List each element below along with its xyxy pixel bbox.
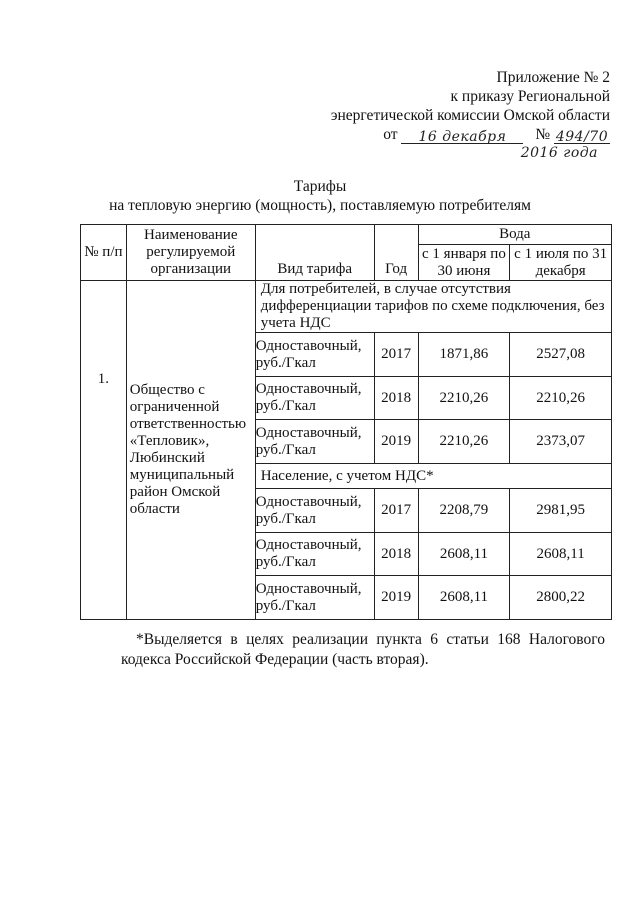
title-subtitle: на тепловую энергию (мощность), поставляемую потребителям [109, 197, 531, 214]
value-second-half: 2373,07 [510, 420, 612, 464]
value-second-half: 2608,11 [510, 533, 612, 576]
value-first-half: 2208,79 [418, 489, 510, 533]
number-field [554, 127, 610, 144]
header-water: Вода [418, 225, 611, 245]
value-first-half: 2608,11 [418, 533, 510, 576]
value-second-half: 2981,95 [510, 489, 612, 533]
value-first-half: 2210,26 [418, 377, 510, 420]
year-cell: 2019 [374, 420, 418, 464]
number-sign: № [535, 126, 551, 143]
handwritten-date: 16 декабря [418, 129, 507, 145]
document-title [0, 177, 640, 215]
tariff-type-cell: Одноставочный, руб./Гкал [255, 533, 374, 576]
appendix-label: Приложение № 2 [496, 69, 610, 86]
footnote [121, 630, 605, 670]
header-year: Год [374, 225, 418, 281]
tariff-type-cell: Одноставочный, руб./Гкал [255, 489, 374, 533]
handwritten-number: 494/70 [555, 129, 609, 145]
table-header-row [81, 225, 612, 245]
value-second-half: 2527,08 [510, 333, 612, 377]
year-cell: 2019 [374, 576, 418, 620]
year-cell: 2017 [374, 489, 418, 533]
tariff-type-cell: Одноставочный, руб./Гкал [255, 333, 374, 377]
year-cell: 2017 [374, 333, 418, 377]
tariff-type-cell: Одноставочный, руб./Гкал [255, 576, 374, 620]
handwritten-year: 2016 года [520, 145, 598, 161]
tariff-table [80, 224, 612, 620]
tariff-type-cell: Одноставочный, руб./Гкал [255, 377, 374, 420]
order-header [331, 68, 610, 163]
title-main: Тарифы [293, 178, 347, 195]
header-tariff-type: Вид тарифа [255, 225, 374, 281]
value-first-half: 1871,86 [418, 333, 510, 377]
organization-name: Общество с ограниченной ответственностью «Тепловик», Любинский муниципальный район Омской области [126, 281, 255, 620]
date-field [401, 127, 523, 144]
footnote-text: *Выделяется в целях реализации пункта 6 статьи 168 Налогового кодекса Российской Федерации (часть вторая). [121, 631, 605, 668]
year-cell: 2018 [374, 377, 418, 420]
date-prefix: от [383, 126, 398, 143]
commission-name: энергетической комиссии Омской области [330, 107, 610, 124]
header-period-first-half: с 1 января по 30 июня [418, 245, 510, 281]
order-reference: к приказу Региональной [450, 88, 610, 105]
year-cell: 2018 [374, 533, 418, 576]
value-first-half: 2210,26 [418, 420, 510, 464]
row-number: 1. [81, 281, 127, 620]
value-second-half: 2800,22 [510, 576, 612, 620]
value-first-half: 2608,11 [418, 576, 510, 620]
section-row [81, 281, 612, 333]
header-period-second-half: с 1 июля по 31 декабря [510, 245, 612, 281]
value-second-half: 2210,26 [510, 377, 612, 420]
section-population-label: Население, с учетом НДС* [255, 464, 611, 489]
order-date-line [331, 125, 610, 147]
section-consumers-label: Для потребителей, в случае отсутствия дифференциации тарифов по схеме подключения, без учета НДС [255, 281, 611, 333]
header-number: № п/п [81, 225, 127, 281]
header-organization: Наименование регулируемой организации [126, 225, 255, 281]
tariff-type-cell: Одноставочный, руб./Гкал [255, 420, 374, 464]
